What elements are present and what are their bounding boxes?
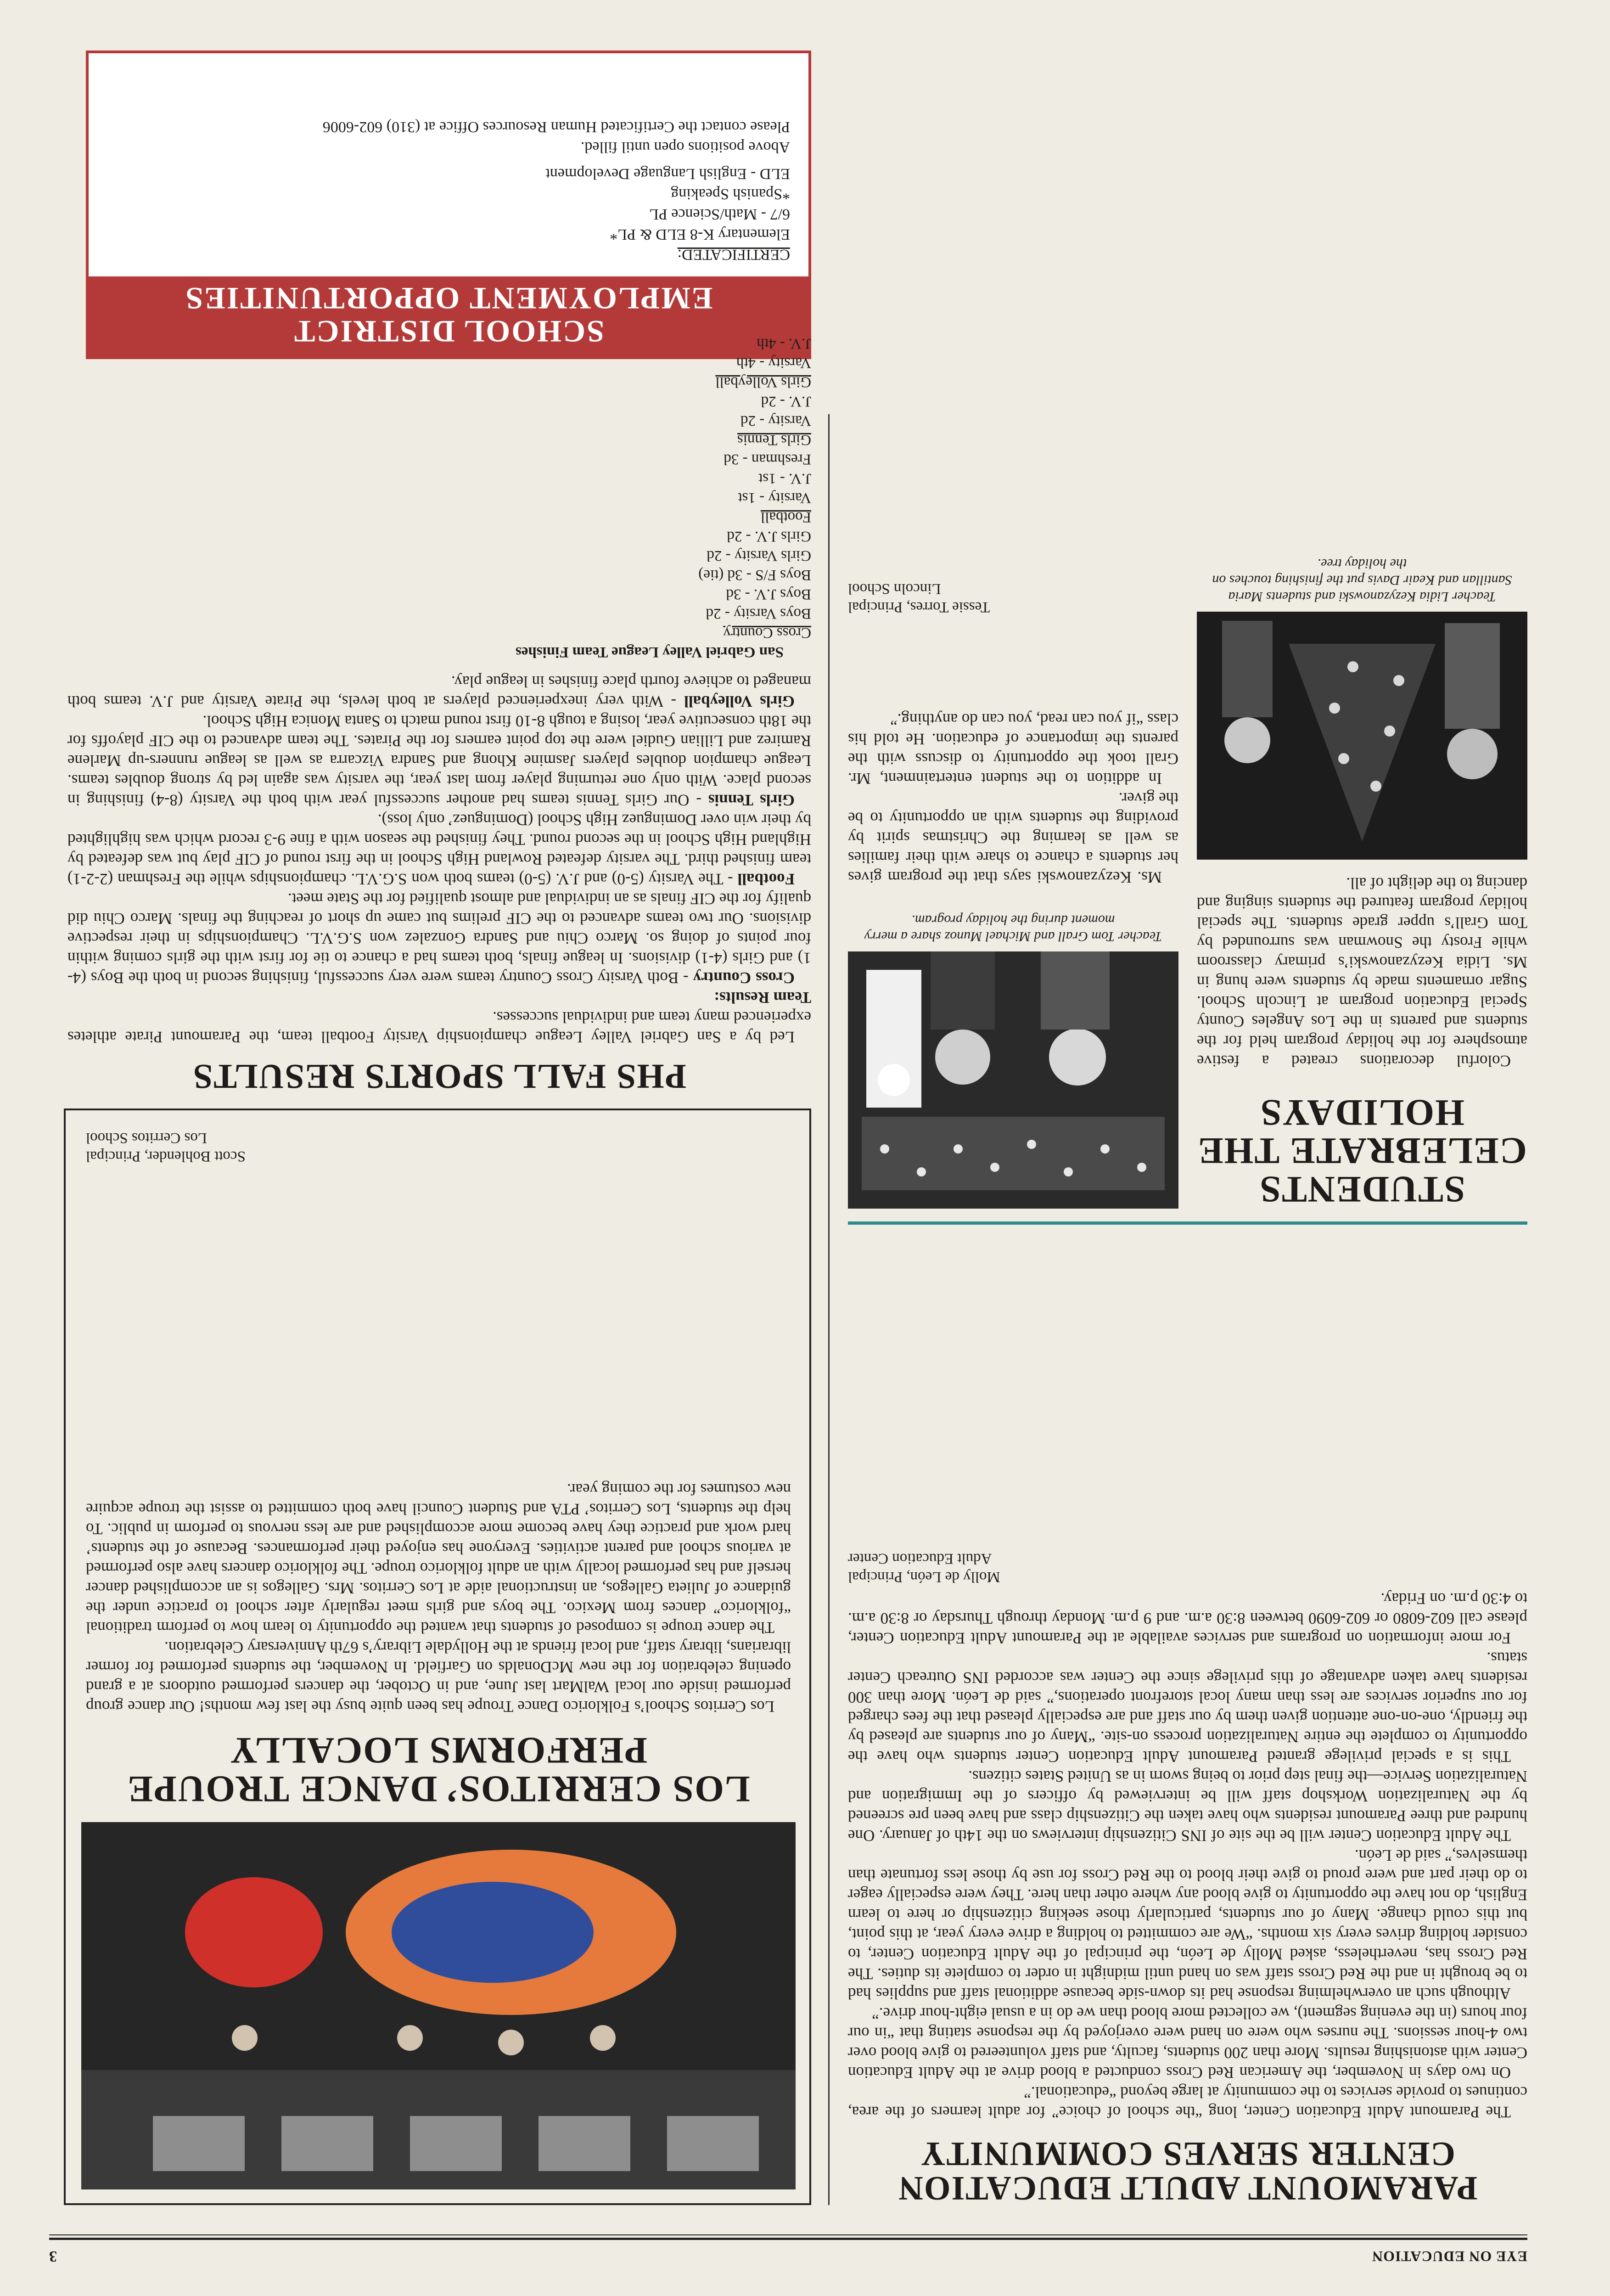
- paragraph: Colorful decorations created a festive atmosphere for the holiday program held for the students and parents in the Los Angeles County Special Education program at Lincoln School. Sugar ornaments made by students were hung in Ms. Lidia Kezyzanowski’s primary classroom while Frosty the Snowman was surrounded by Tom Grall’s upper grade students. The special holiday program featured the students singing and dancing to the delight of all.: [1197, 874, 1527, 1070]
- paragraph: The dance troupe is composed of students that wanted the opportunity to learn how to perform traditional “folklorico” dances from Mexico. The boys and girls meet regularly after school to practice under the guidance of Julieta Gallegos, an instructional aide at Los Cerritos. Mrs. Gallegos is an accomplished dancer herself and has performed locally with an adult folklorico troupe. The folklorico dancers have also performed at various school and parent activities. Everyone has enjoyed their performances. Because of the students’ hard work and practice they have become more accomplished and are less nervous to perform in public. To help the students, Los Cerritos’ PTA and Student Council have both committed to assist the troupe acquire new costumes for the coming year.: [86, 1480, 791, 1637]
- sports-headline: PHS FALL SPORTS RESULTS: [192, 1057, 687, 1096]
- paragraph: Ms. Kezyzanowski says that the program gives her students a chance to share with their families as well as learning the Christmas spirit by providing the students with an opportunity to be the giver.: [848, 789, 1178, 886]
- emp-line: Elementary K-8 ELD & PL*: [610, 226, 790, 243]
- column-divider: [828, 414, 830, 2205]
- paragraph: On two days in November, the American Red Cross conducted a blood drive at the Adult Education Center with astonishing results. More than 200 students, faculty, and staff volunteered to give blood over two 4-hour sessions. The nurses who were on hand were overjoyed by the response stating that “in our four hours (in the evening segment), we collected more blood than we do in a usual eight-hour drive.”: [848, 2004, 1527, 2082]
- sports-item: Football - The Varsity (5-0) and J.V. (5-0) teams both won S.G.V.L. championships while the Freshman (2-2-1) team finished third. The varsity defeated Rowland High School in the first round of CIF play but was defeated by Highland High School in the second round. They finished the season with a fine 9-3 record which was highlighted by their win over Dominguez High School (Dominguez’ only loss).: [67, 811, 811, 889]
- running-head: [49, 2244, 1527, 2265]
- adult-ed-signature: Molly de León, Principal Adult Education Center: [848, 1550, 1000, 1586]
- holidays-headline: STUDENTS CELEBRATE THE HOLIDAYS: [1197, 1092, 1527, 1210]
- photo-holiday-tree: [1197, 612, 1527, 860]
- sports-item: Cross Country - Both Varsity Cross Country teams were very successful, finishing second in both the Boys (4-1) and Girls (4-1) divisions. In league finals, both teams had a chance to tie for first with the girls coming within four points of doing so. Marco Chiu and Sandra Gonzalez won S.G.V.L. Championships in their respective divisions. Our two teams advanced to the CIF prelims but came up short of reaching the finals. Marco Chiu did qualify for the CIF finals as an individual and almost qualified for the State meet.: [67, 890, 811, 987]
- emp-line: ELD - English Language Development: [545, 165, 790, 182]
- emp-line: Above positions open until filled.: [580, 139, 790, 156]
- holidays-article: [848, 419, 1527, 1209]
- paragraph: This is a special privilege granted Paramount Adult Education Center students who have the opportunity to complete the entire Naturalization process on-site. “Many of our students are pleased by the friendly, one-on-one attention given them by our staff and are especially pleased that the fees charged for our superior services are less than many local storefront operations,” said de León. More than 300 residents have taken advantage of this privilege since the Center was accorded INS Outreach Center status.: [848, 1649, 1527, 1766]
- troupe-signature: Scott Bohlender, Principal Los Cerritos School: [86, 1130, 246, 1165]
- finish-group: Football Varsity - 1st J.V. - 1st Freshman - 3d: [724, 451, 811, 526]
- publication-name: EYE ON EDUCATION: [1372, 2248, 1527, 2265]
- emp-line: CERTIFICATED:: [677, 246, 790, 263]
- holiday-tree-photo: [1197, 612, 1527, 860]
- team-finishes: [67, 334, 811, 662]
- finish-group: Girls Volleyball Varsity - 4th J.V. - 4th: [715, 335, 811, 391]
- header-rule-thin: [49, 2234, 1527, 2235]
- adult-ed-article: [848, 1549, 1527, 2205]
- troupe-headline: LOS CERRITOS’ DANCE TROUPE PERFORMS LOCALLY: [127, 1730, 750, 1810]
- emp-line: Please contact the Certificated Human Resources Office at (310) 602-6006: [322, 118, 790, 135]
- paragraph: The Adult Education Center will be the site of INS Citizenship interviews on the 14th of January. One hundred and three Paramount residents who have taken the Citizenship class and have been pre screened by the Naturalization Workshop staff will be interviewed by officers of the Immigration and Naturalization Service—the final step prior to being sworn in as United States citizens.: [848, 1767, 1527, 1845]
- photo-teacher-grall-caption: Teacher Tom Grall and Michael Munoz share a merry moment during the holiday program.: [864, 912, 1162, 944]
- sports-item: Girls Volleyball - With very inexperienced players at both levels, the Pirate Varsity and J.V. teams both managed to achieve fourth place finishes in league play.: [67, 673, 811, 711]
- troupe-article: [64, 1109, 811, 2205]
- finish-group: Girls Tennis Varsity - 2d J.V. - 2d: [737, 393, 811, 449]
- paragraph: Although such an overwhelming response had its down-side because additional staff and supplies had to be brought in and the Red Cross staff was on hand until midnight in order to complete its duties. The Red Cross has, nevertheless, asked Molly de León, the principal of the Adult Education Center, to consider holding drives every six months. “We are committed to holding a drive every year, at this point, but this could change. Many of our students, particularly those seeking citizenship or here to learn English, do not have the opportunity to give blood any where other than here. They were especially eager to do their part and were proud to give their blood to the Red Cross for use by those less fortunate than themselves,” said de León.: [848, 1846, 1527, 2003]
- paragraph: Led by a San Gabriel Valley League championship Varsity Football team, the Paramount Pirate athletes experienced many team and individual successes.: [67, 1008, 811, 1047]
- photo-holiday-tree-caption: Teacher Lidia Kezyzanowski and students Maria Santillan and Keair Davis put the finishing touches on the holiday tree.: [1212, 556, 1512, 604]
- sports-item: Girls Tennis - Our Girls Tennis teams had another successful year with both the Varsity (8-4) finishing in second place. With only one returning player from last year, the varsity was again led by strong doubles teams. League champion doubles players Jasmine Khong and Sandra Vizcarra as well as league runners-up Marlene Ramirez and Lillian Gudiel were the top point earners for the Pirates. The team advanced to the CIF playoffs for the 18th consecutive year, losing a tough 8-10 first round match to Santa Monica High School.: [67, 712, 811, 810]
- holiday-program-photo: [848, 951, 1178, 1209]
- holidays-body-right: [848, 709, 1178, 887]
- finishes-title: San Gabriel Valley League Team Finishes: [515, 644, 784, 661]
- finish-group: Cross Country Boys Varsity - 2d Boys J.V. - 3d Boys F/S - 3d (tie) Girls Varsity - 2d Girls J.V. - 2d: [698, 528, 811, 642]
- emp-line: *Spanish Speaking: [671, 186, 790, 203]
- troupe-body: [86, 1480, 791, 1716]
- emp-line: 6/7 - Math/Science PL: [649, 206, 790, 223]
- sports-article: [67, 84, 811, 1094]
- section-divider: [848, 1221, 1527, 1225]
- team-results-label: Team Results:: [714, 989, 811, 1007]
- page-number: 3: [49, 2248, 57, 2265]
- sports-body: [67, 672, 811, 1047]
- paragraph: In addition to the student entertainment, Mr. Grall took the opportunity to discuss with the parents the importance of education. He told his class “if you can read, you can do anything.”: [848, 710, 1178, 788]
- paragraph: Los Cerritos School’s Folklorico Dance Troupe has been quite busy the last few months! Our dance group performed inside our local WalMart last June, and in October, the dancers performed outdoors at a grand opening celebration for the new McDonalds on Garfield. In November, the students performed for former librarians, library staff, and local friends at the Hollydale Library’s 67th Anniversary Celebration.: [86, 1638, 791, 1716]
- adult-ed-headline: PARAMOUNT ADULT EDUCATION CENTER SERVES COMMUNITY: [898, 2134, 1478, 2207]
- holidays-signature: Tessie Torres, Principal Lincoln School: [848, 580, 990, 615]
- employment-header: SCHOOL DISTRICT EMPLOYMENT OPPORTUNITIES: [89, 276, 808, 356]
- photo-dance-troupe: [81, 1822, 796, 2189]
- photo-teacher-grall: [848, 951, 1178, 1209]
- adult-ed-body: [848, 1589, 1527, 2122]
- holidays-body-left: [1197, 873, 1527, 1071]
- header-rule: [49, 2238, 1527, 2240]
- dance-troupe-photo: [81, 1822, 796, 2189]
- paragraph: The Paramount Adult Education Center, long “the school of choice” for adult learners of the area, continues to provide services to the community at large beyond “educational.”: [848, 2083, 1527, 2122]
- paragraph: For more information on programs and services available at the Paramount Adult Education Center, please call 602-6080 or 602-6090 between 8:30 a.m. and 9 p.m. Monday through Thursday or 8:30 a.m. to 4:30 p.m. on Friday.: [848, 1590, 1527, 1648]
